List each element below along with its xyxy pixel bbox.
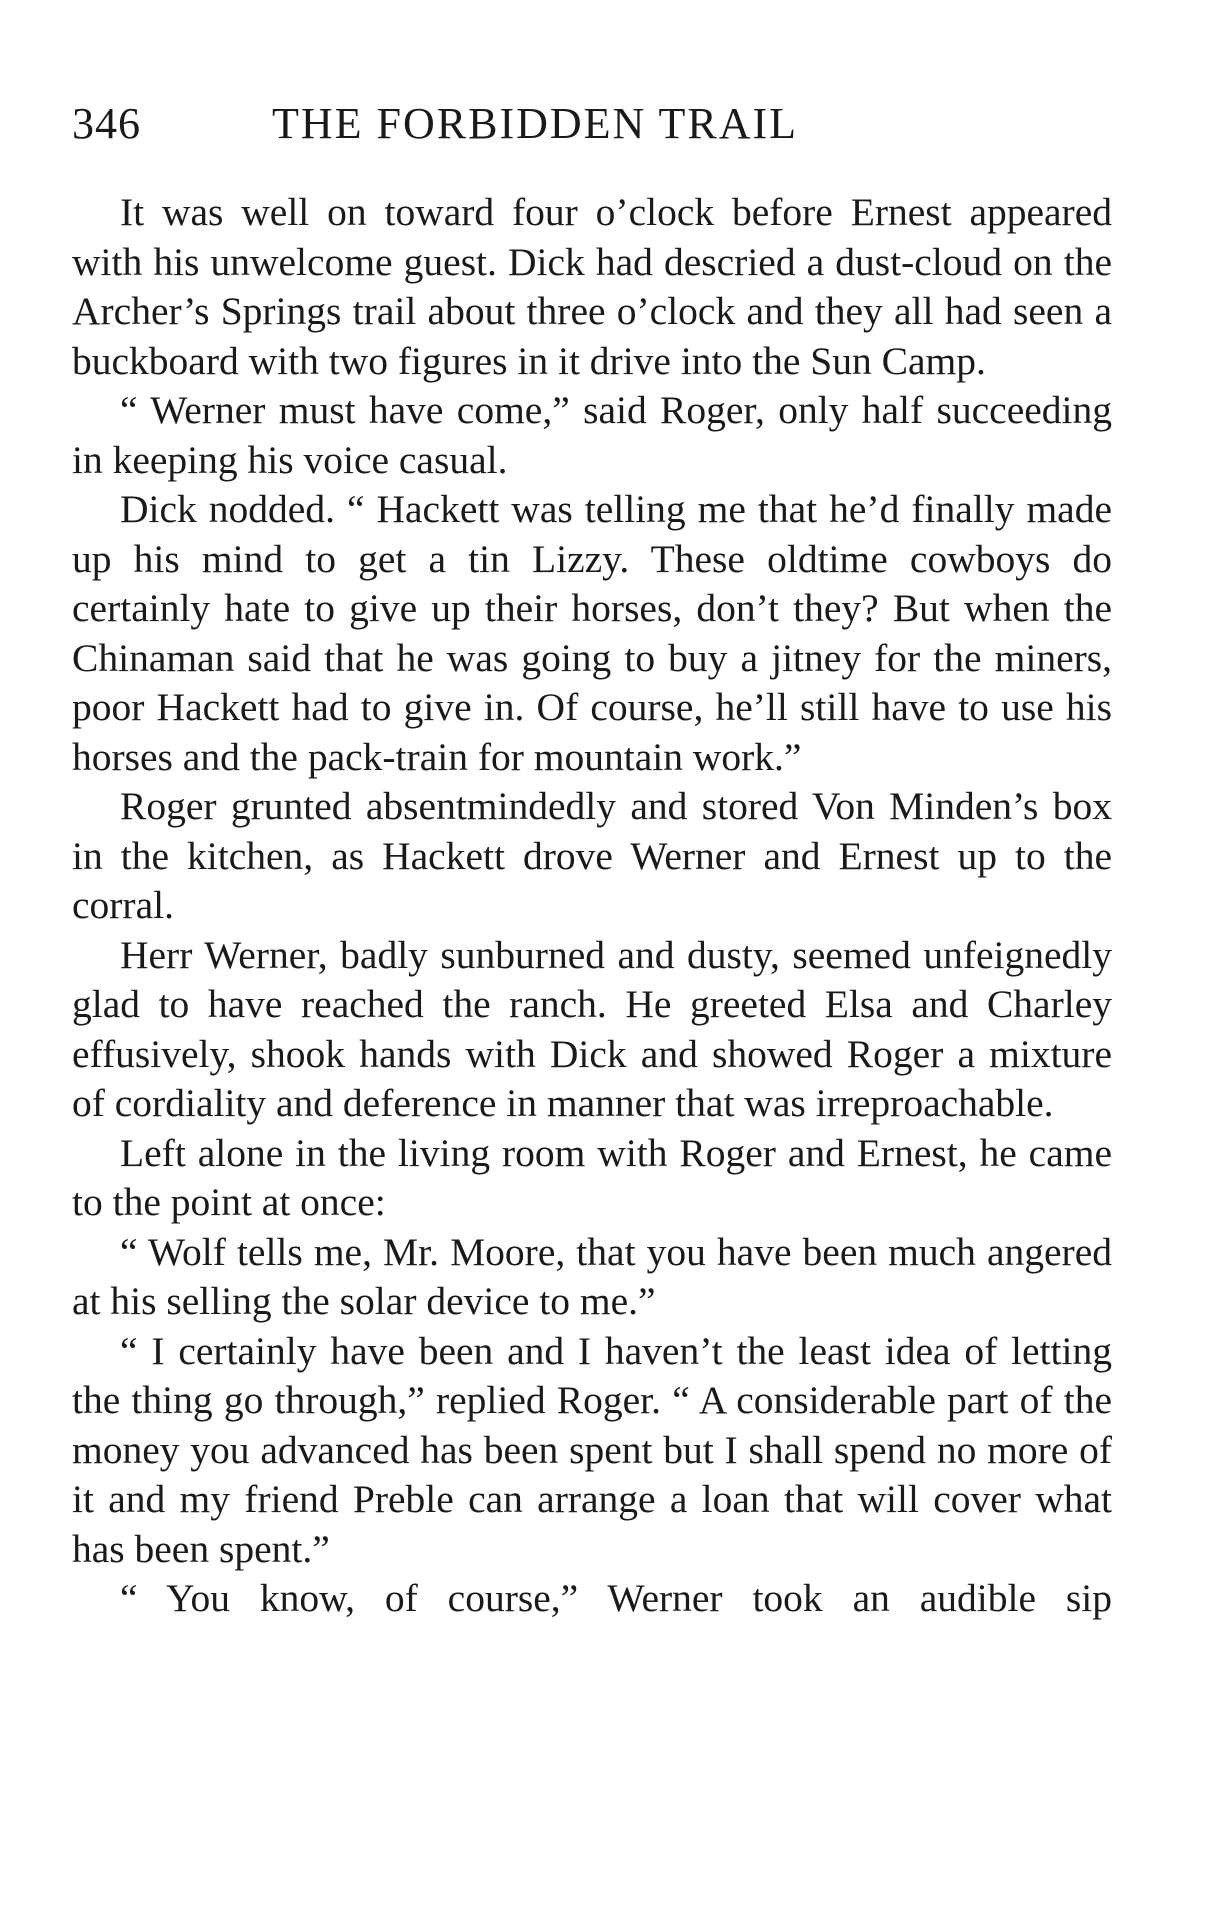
paragraph: Left alone in the living room with Roger and Ernest, he came to the point at once: — [72, 1130, 1112, 1224]
paragraph: It was well on toward four o’clock before Ernest appeared with his unwelcome guest. Dick had descried a dust-cloud on the Archer’s Springs trail about three o’clock and they all had seen a buckboard with two figures in it drive into the Sun Camp. — [72, 190, 1112, 383]
body-text — [72, 188, 1112, 1624]
paragraph: “ You know, of course,” Werner took an audible sip — [120, 1576, 1112, 1620]
running-head — [72, 98, 952, 158]
paragraph: “ Werner must have come,” said Roger, only half succeeding in keeping his voice casual. — [72, 388, 1112, 482]
paragraph: Herr Werner, badly sunburned and dusty, seemed unfeignedly glad to have reached the ranch. He greeted Elsa and Charley effusively, shook hands with Dick and showed Roger a mixture of cordiality and deference in manner that was irreproachable. — [72, 932, 1112, 1125]
paragraph: Dick nodded. “ Hackett was telling me that he’d finally made up his mind to get a tin Lizzy. These oldtime cowboys do certainly hate to give up their horses, don’t they? But when the Chinaman said that he was going to buy a jitney for the miners, poor Hackett had to give in. Of course, he’ll still have to use his horses and the pack-train for mountain work.” — [72, 487, 1112, 779]
book-title: THE FORBIDDEN TRAIL — [272, 99, 799, 148]
paragraph: “ I certainly have been and I haven’t the least idea of letting the thing go through,” replied Roger. “ A considerable part of the money you advanced has been spent but I shall spend no more of it and my friend Preble can arrange a loan that will cover what has been spent.” — [72, 1328, 1112, 1571]
paragraph: “ Wolf tells me, Mr. Moore, that you have been much angered at his selling the solar device to me.” — [72, 1229, 1112, 1323]
paragraph: Roger grunted absentmindedly and stored Von Minden’s box in the kitchen, as Hackett drove Werner and Ernest up to the corral. — [72, 784, 1112, 927]
page-number: 346 — [72, 99, 141, 148]
